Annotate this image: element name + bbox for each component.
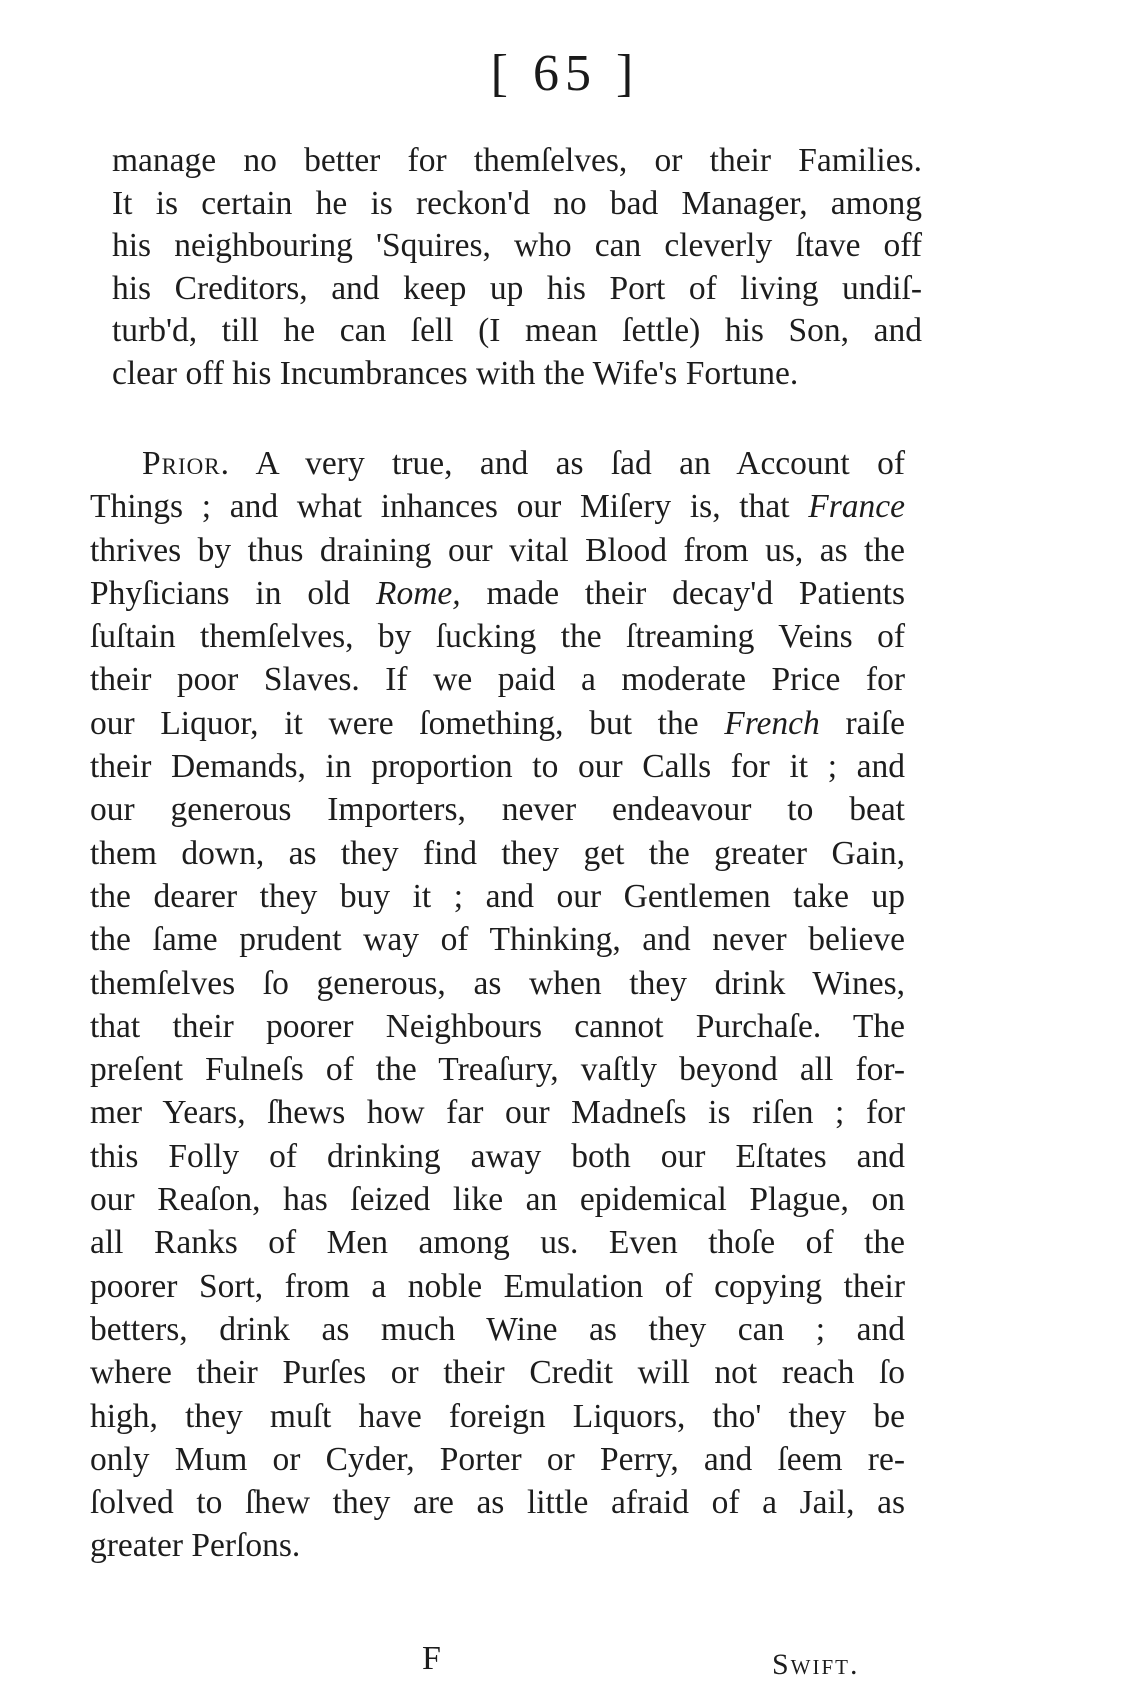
italic-word: Rome,: [376, 574, 461, 612]
text-line: [90, 572, 905, 615]
text-span: raiſe: [819, 704, 905, 742]
text-line: manage no better for themſelves, or their Families.: [112, 142, 922, 179]
text-line: ſolved to ſhew they are as little afraid of a Jail, as: [90, 1484, 905, 1522]
page-number: [ 65 ]: [490, 45, 640, 102]
text-line: [90, 442, 905, 485]
text-span: made their decay'd Patients: [460, 574, 905, 612]
text-line: clear off his Incumbrances with the Wife's Fortune.: [112, 354, 799, 392]
text-line: [90, 702, 905, 745]
text-line: preſent Fulneſs of the Treaſury, vaſtly beyond all for-: [90, 1051, 905, 1089]
speaker-name: Prior.: [142, 445, 230, 482]
text-line: It is certain he is reckon'd no bad Manager, among: [112, 184, 922, 222]
text-line: them down, as they find they get the greater Gain,: [90, 834, 905, 872]
text-line: betters, drink as much Wine as they can ; and: [90, 1310, 905, 1348]
text-span: A very true, and as ſad an Account of: [255, 445, 905, 482]
text-line: this Folly of drinking away both our Eſtates and: [90, 1137, 905, 1175]
text-line: his neighbouring 'Squires, who can cleverly ſtave off: [112, 227, 922, 265]
text-line: their Demands, in proportion to our Calls for it ; and: [90, 748, 905, 786]
text-span: our Liquor, it were ſomething, but the: [90, 704, 725, 742]
text-line: ſuſtain themſelves, by ſucking the ſtreaming Veins of: [90, 618, 905, 656]
text-line: the ſame prudent way of Thinking, and never believe: [90, 921, 905, 959]
text-line: his Creditors, and keep up his Port of living undiſ-: [112, 269, 922, 307]
signature-mark: F: [422, 1640, 441, 1677]
text-line: only Mum or Cyder, Porter or Perry, and ſeem re-: [90, 1440, 905, 1478]
text-line: poorer Sort, from a noble Emulation of copying their: [90, 1267, 905, 1305]
text-line: themſelves ſo generous, as when they drink Wines,: [90, 964, 905, 1002]
text-span: Things ; and what inhances our Miſery is, that: [90, 488, 809, 526]
italic-word: French: [724, 704, 820, 742]
text-span: Phyſicians in old: [90, 574, 377, 612]
text-line: their poor Slaves. If we paid a moderate Price for: [90, 661, 905, 699]
text-line: that their poorer Neighbours cannot Purchaſe. The: [90, 1007, 905, 1045]
catchword: Swift.: [772, 1648, 860, 1681]
text-line: all Ranks of Men among us. Even thoſe of the: [90, 1224, 905, 1262]
text-line: the dearer they buy it ; and our Gentlemen take up: [90, 877, 905, 915]
text-line: our Reaſon, has ſeized like an epidemical Plague, on: [90, 1181, 905, 1219]
text-line: where their Purſes or their Credit will not reach ſo: [90, 1354, 905, 1392]
paragraph-continuation: [112, 140, 922, 396]
text-line: our generous Importers, never endeavour to beat: [90, 791, 905, 829]
text-line: mer Years, ſhews how far our Madneſs is riſen ; for: [90, 1094, 905, 1132]
text-line: high, they muſt have foreign Liquors, tho' they be: [90, 1397, 905, 1435]
paragraph-prior: [90, 442, 905, 1568]
text-line: greater Perſons.: [90, 1527, 301, 1565]
text-line: turb'd, till he can ſell (I mean ſettle) his Son, and: [112, 312, 922, 350]
text-line: [90, 485, 905, 528]
text-line: thrives by thus draining our vital Blood from us, as the: [90, 531, 905, 569]
italic-word: France: [808, 488, 905, 526]
